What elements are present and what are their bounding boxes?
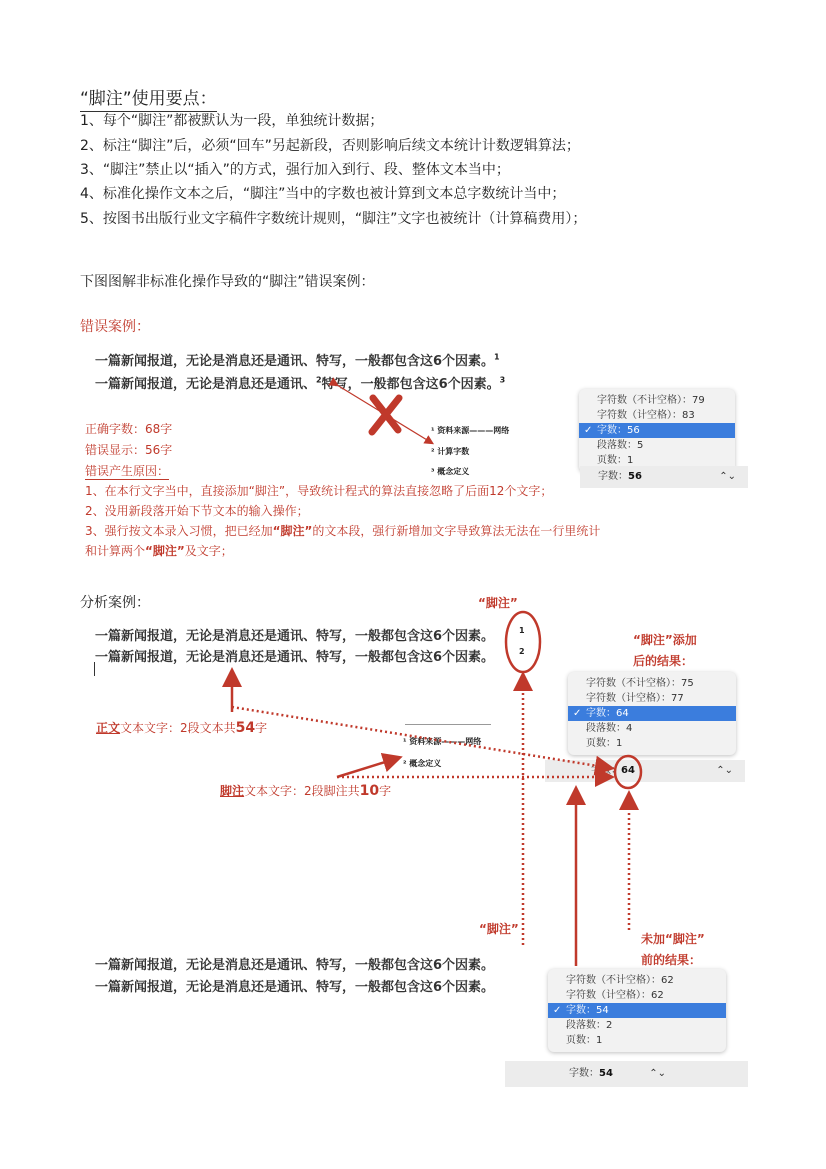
error-line-2b: 特写，一般都包含这6个因素。 xyxy=(321,377,500,392)
footnote-mark: 3 xyxy=(499,375,506,385)
chars-with-space[interactable]: 字符数（计空格）：62 xyxy=(566,990,664,1001)
page-count[interactable]: 页数：1 xyxy=(586,738,623,749)
intro-text: 下图图解非标准化操作导致的“脚注”错误案例： xyxy=(80,274,375,290)
result-after-1: “脚注”添加 xyxy=(633,633,697,647)
body-note-u: 正文 xyxy=(96,721,121,735)
fn-note-a: 文本文字：2段脚注共 xyxy=(244,784,360,798)
result-before-2: 前的结果： xyxy=(641,953,702,967)
paragraph-count[interactable]: 段落数：4 xyxy=(586,723,633,734)
analysis-line-2: 一篇新闻报道，无论是消息还是通讯、特写，一般都包含这6个因素。 xyxy=(95,650,495,665)
error-line-2a: 一篇新闻报道，无论是消息还是通讯、 xyxy=(95,377,317,392)
footnote-circle xyxy=(506,612,540,672)
body-note-n: 54 xyxy=(235,720,256,736)
analysis-title: 分析案例： xyxy=(80,595,150,611)
chars-no-space[interactable]: 字符数（不计空格）：75 xyxy=(586,678,694,689)
error-line-1-text: 一篇新闻报道，无论是消息还是通讯、特写，一般都包含这6个因素。 xyxy=(95,354,495,369)
bar-value: 64 xyxy=(621,765,635,776)
error-footnote-2: ² 计算字数 xyxy=(431,447,470,456)
chars-no-space[interactable]: 字符数（不计空格）：79 xyxy=(597,395,705,406)
sup-2: 2 xyxy=(519,647,525,656)
sup-1: 1 xyxy=(519,626,525,635)
word-count-label: 字数：56 xyxy=(597,425,640,436)
analysis-footnote-1: ¹ 资料来源———网络 xyxy=(403,737,482,746)
reason-3-a: 3、强行按文本录入习惯，把已经加 xyxy=(85,524,273,538)
fn-note-n: 10 xyxy=(359,783,380,799)
arrow-footnote xyxy=(337,758,398,777)
point-4: 4、标准化操作文本之后，“脚注”当中的字数也被计算到文本总字数统计当中； xyxy=(80,186,566,202)
fn-note-b: 字 xyxy=(379,784,392,798)
reason-title: 错误产生原因： xyxy=(85,464,170,478)
analysis-footnote-2: ² 概念定义 xyxy=(403,759,442,768)
before-line-1: 一篇新闻报道，无论是消息还是通讯、特写，一般都包含这6个因素。 xyxy=(95,958,495,973)
reason-1: 1、在本行文字当中，直接添加“脚注”，导致统计程式的算法直接忽略了后面12个文字； xyxy=(85,484,553,498)
reason-2: 2、没用新段落开始下节文本的输入操作； xyxy=(85,504,309,518)
footnote-mark: 2 xyxy=(316,375,322,385)
footnote-mark: 1 xyxy=(494,352,500,362)
bar-value: 56 xyxy=(628,471,642,482)
point-2: 2、标注“脚注”后，必须“回车”另起新段，否则影响后续文本统计计数逻辑算法； xyxy=(80,138,580,154)
page-count[interactable]: 页数：1 xyxy=(566,1035,603,1046)
point-1: 1、每个“脚注”都被默认为一段，单独统计数据； xyxy=(80,113,384,129)
count-circle xyxy=(615,756,641,788)
chevron-updown-icon: ⌃⌄ xyxy=(716,765,733,776)
reason-3-d: 及文字； xyxy=(184,544,233,558)
dotted-body-arrow xyxy=(232,707,610,768)
analysis-line-1: 一篇新闻报道，无论是消息还是通讯、特写，一般都包含这6个因素。 xyxy=(95,629,495,644)
chevron-updown-icon: ⌃⌄ xyxy=(719,471,736,482)
footnote-label-top: “脚注” xyxy=(478,596,518,610)
red-cross-icon xyxy=(372,398,399,432)
page-count[interactable]: 页数：1 xyxy=(597,455,634,466)
point-5: 5、按图书出版行业文字稿件字数统计规则，“脚注”文字也被统计（计算稿费用）； xyxy=(80,211,587,227)
correct-count: 正确字数：68字 xyxy=(85,422,173,436)
page-title: “脚注”使用要点： xyxy=(80,84,217,112)
error-case-title: 错误案例： xyxy=(80,319,150,335)
error-footnote-3: ³ 概念定义 xyxy=(431,467,470,476)
fn-note-u: 脚注 xyxy=(220,784,245,798)
bar-label: 字数： xyxy=(598,471,628,482)
reason-3-b: 的文本段，强行新增加文字导致算法无法在一行里统计 xyxy=(312,524,601,538)
paragraph-count[interactable]: 段落数：5 xyxy=(597,440,644,451)
chars-with-space[interactable]: 字符数（计空格）：77 xyxy=(586,693,684,704)
bar-label: 字数： xyxy=(569,1068,599,1079)
chars-with-space[interactable]: 字符数（计空格）：83 xyxy=(597,410,695,421)
error-footnote-1: ¹ 资料来源———网络 xyxy=(431,426,510,435)
reason-3-bold: “脚注” xyxy=(272,524,313,538)
result-before-1: 未加“脚注” xyxy=(641,932,705,946)
check-icon: ✓ xyxy=(584,425,593,436)
reason-3-c: 和计算两个 xyxy=(85,544,146,558)
check-icon: ✓ xyxy=(553,1005,562,1016)
word-count-label: 字数：54 xyxy=(566,1005,609,1016)
reason-3-bold-2: “脚注” xyxy=(145,544,185,558)
result-after-2: 后的结果： xyxy=(633,654,694,668)
check-icon: ✓ xyxy=(573,708,582,719)
body-note-a: 文本文字：2段文本共 xyxy=(120,721,236,735)
wrong-count: 错误显示：56字 xyxy=(85,443,173,457)
body-note-b: 字 xyxy=(255,721,268,735)
before-line-2: 一篇新闻报道，无论是消息还是通讯、特写，一般都包含这6个因素。 xyxy=(95,980,495,995)
word-count-label: 字数：64 xyxy=(586,708,629,719)
bar-value: 54 xyxy=(599,1068,613,1079)
chevron-updown-icon: ⌃⌄ xyxy=(649,1068,666,1079)
paragraph-count[interactable]: 段落数：2 xyxy=(566,1020,613,1031)
chars-no-space[interactable]: 字符数（不计空格）：62 xyxy=(566,975,674,986)
point-3: 3、“脚注”禁止以“插入”的方式，强行加入到行、段、整体文本当中； xyxy=(80,162,510,178)
footnote-label-bottom: “脚注” xyxy=(479,922,519,936)
bar-label: 字数： xyxy=(591,765,621,776)
